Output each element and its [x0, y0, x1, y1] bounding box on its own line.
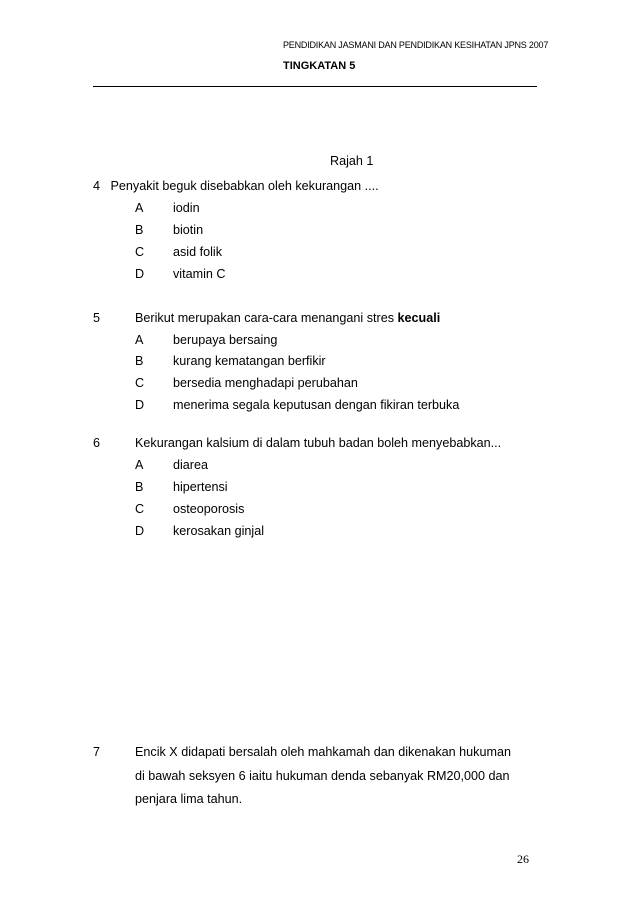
- question-7-line: penjara lima tahun.: [135, 792, 243, 806]
- option-letter: D: [135, 267, 145, 281]
- figure-caption: Rajah 1: [330, 154, 374, 168]
- option-text: kerosakan ginjal: [173, 524, 265, 538]
- option-text: iodin: [173, 201, 200, 215]
- option-text: hipertensi: [173, 480, 228, 494]
- option-text: osteoporosis: [173, 502, 245, 516]
- header-level: TINGKATAN 5: [283, 60, 356, 72]
- option-letter: A: [135, 201, 144, 215]
- option-letter: B: [135, 480, 144, 494]
- option-text: menerima segala keputusan dengan fikiran terbuka: [173, 398, 460, 412]
- question-6-text: Kekurangan kalsium di dalam tubuh badan boleh menyebabkan...: [135, 436, 502, 450]
- option-letter: A: [135, 458, 144, 472]
- question-7-line: di bawah seksyen 6 iaitu hukuman denda sebanyak RM20,000 dan: [135, 769, 510, 783]
- page-number: 26: [517, 852, 529, 866]
- question-5-number: 5: [93, 311, 101, 325]
- option-text: vitamin C: [173, 267, 226, 281]
- option-letter: D: [135, 524, 145, 538]
- option-letter: C: [135, 376, 145, 390]
- option-text: diarea: [173, 458, 209, 472]
- header-title: PENDIDIKAN JASMANI DAN PENDIDIKAN KESIHATAN JPNS 2007: [283, 40, 549, 50]
- option-letter: D: [135, 398, 145, 412]
- option-text: bersedia menghadapi perubahan: [173, 376, 358, 390]
- option-text: biotin: [173, 223, 204, 237]
- question-text: Penyakit beguk disebabkan oleh kekurangan ....: [110, 179, 379, 193]
- option-letter: C: [135, 502, 145, 516]
- question-emphasis: kecuali: [397, 311, 441, 325]
- option-letter: C: [135, 245, 145, 259]
- question-4: [93, 179, 379, 193]
- option-letter: B: [135, 354, 144, 368]
- option-text: kurang kematangan berfikir: [173, 354, 326, 368]
- option-text: berupaya bersaing: [173, 333, 278, 347]
- header-rule: [93, 86, 537, 87]
- question-6-number: 6: [93, 436, 101, 450]
- question-text: Berikut merupakan cara-cara menangani stres: [135, 311, 398, 325]
- question-5: [135, 311, 440, 325]
- question-7-line: Encik X didapati bersalah oleh mahkamah dan dikenakan hukuman: [135, 745, 511, 759]
- option-text: asid folik: [173, 245, 222, 259]
- option-letter: A: [135, 333, 144, 347]
- question-7-number: 7: [93, 745, 101, 759]
- option-letter: B: [135, 223, 144, 237]
- question-number: 4: [93, 179, 101, 193]
